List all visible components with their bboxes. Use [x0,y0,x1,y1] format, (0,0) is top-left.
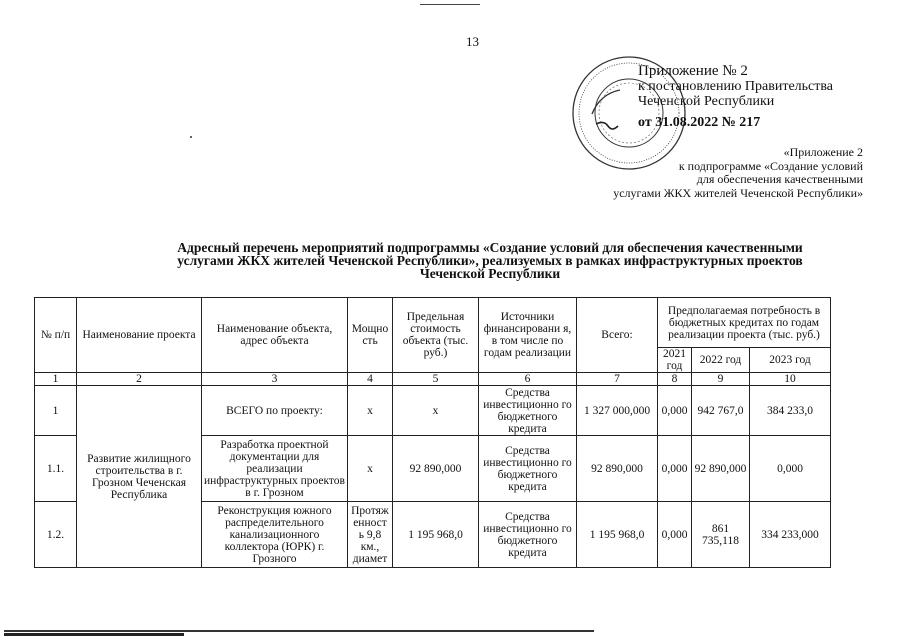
row-2022: 942 767,0 [692,386,750,436]
col-number: 7 [577,373,658,386]
row-object: Реконструкция южного распределительного канализационного коллектора (ЮРК) г. Грозного [202,502,348,568]
col-number: 1 [35,373,77,386]
row-2022: 861 735,118 [692,502,750,568]
row-capacity: х [348,386,393,436]
row-capacity: х [348,436,393,502]
row-num: 1.2. [35,502,77,568]
row-2023: 334 233,000 [750,502,831,568]
row-max-cost: 1 195 968,0 [393,502,479,568]
sub-appendix-line3: для обеспечения качественными [696,172,863,186]
header-2023: 2023 год [750,348,831,373]
header-need: Предполагаемая потребность в бюджетных кредитах по годам реализации проекта (тыс. руб.) [658,298,831,348]
title-line3: Чеченской Республики [419,266,561,281]
header-num: № п/п [35,298,77,373]
top-rule [420,4,480,5]
title-line1: Адресный перечень мероприятий подпрограммы «Создание условий для обеспечения качественными [177,240,803,255]
row-total: 92 890,000 [577,436,658,502]
col-number: 5 [393,373,479,386]
bottom-rule [4,630,594,632]
row-max-cost: х [393,386,479,436]
row-num: 1 [35,386,77,436]
col-number: 3 [202,373,348,386]
header-object: Наименование объекта, адрес объекта [202,298,348,373]
header-2021: 2021 год [658,348,692,373]
row-2022: 92 890,000 [692,436,750,502]
row-max-cost: 92 890,000 [393,436,479,502]
column-number-row [35,373,831,386]
speck [190,136,192,138]
row-source: Средства инвестиционно го бюджетного кредита [479,502,577,568]
title-line2: услугами ЖКХ жителей Чеченской Республики», реализуемых в рамках инфраструктурных проектов [177,253,803,268]
row-object: Разработка проектной документации для реализации инфраструктурных проектов в г. Грозном [202,436,348,502]
col-number: 6 [479,373,577,386]
page-number: 13 [466,34,479,49]
row-source: Средства инвестиционно го бюджетного кредита [479,386,577,436]
row-2021: 0,000 [658,502,692,568]
row-num: 1.1. [35,436,77,502]
row-capacity: Протяж енност ь 9,8 км., диамет [348,502,393,568]
document-title [100,241,880,280]
header-capacity: Мощно сть [348,298,393,373]
project-name: Развитие жилищного строительства в г. Грозном Чеченская Республика [77,386,202,568]
header-total: Всего: [577,298,658,373]
row-source: Средства инвестиционно го бюджетного кредита [479,436,577,502]
sub-appendix [613,146,863,200]
col-number: 10 [750,373,831,386]
col-number: 8 [658,373,692,386]
appendix-decree: к постановлению Правительства [638,79,834,94]
col-number: 2 [77,373,202,386]
sub-appendix-line1: «Приложение 2 [783,145,863,159]
row-2023: 384 233,0 [750,386,831,436]
row-2021: 0,000 [658,436,692,502]
row-2021: 0,000 [658,386,692,436]
appendix-date-number: от 31.08.2022 № 217 [638,115,761,130]
header-2022: 2022 год [692,348,750,373]
header-project: Наименование проекта [77,298,202,373]
row-total: 1 327 000,000 [577,386,658,436]
col-number: 4 [348,373,393,386]
projects-table [34,297,831,568]
header-sources: Источники финансировани я, в том числе по годам реализации [479,298,577,373]
table-header-row [35,298,831,348]
table-row [35,386,831,436]
row-object: ВСЕГО по проекту: [202,386,348,436]
appendix-header [638,64,833,130]
appendix-republic: Чеченской Республики [638,94,775,109]
sub-appendix-line2: к подпрограмме «Создание условий [678,158,863,173]
row-2023: 0,000 [750,436,831,502]
sub-appendix-line4: услугами ЖКХ жителей Чеченской Республики» [613,185,863,200]
bottom-rule-thick [4,633,184,636]
appendix-title: Приложение № 2 [638,63,748,79]
col-number: 9 [692,373,750,386]
row-total: 1 195 968,0 [577,502,658,568]
header-max-cost: Предельная стоимость объекта (тыс. руб.) [393,298,479,373]
